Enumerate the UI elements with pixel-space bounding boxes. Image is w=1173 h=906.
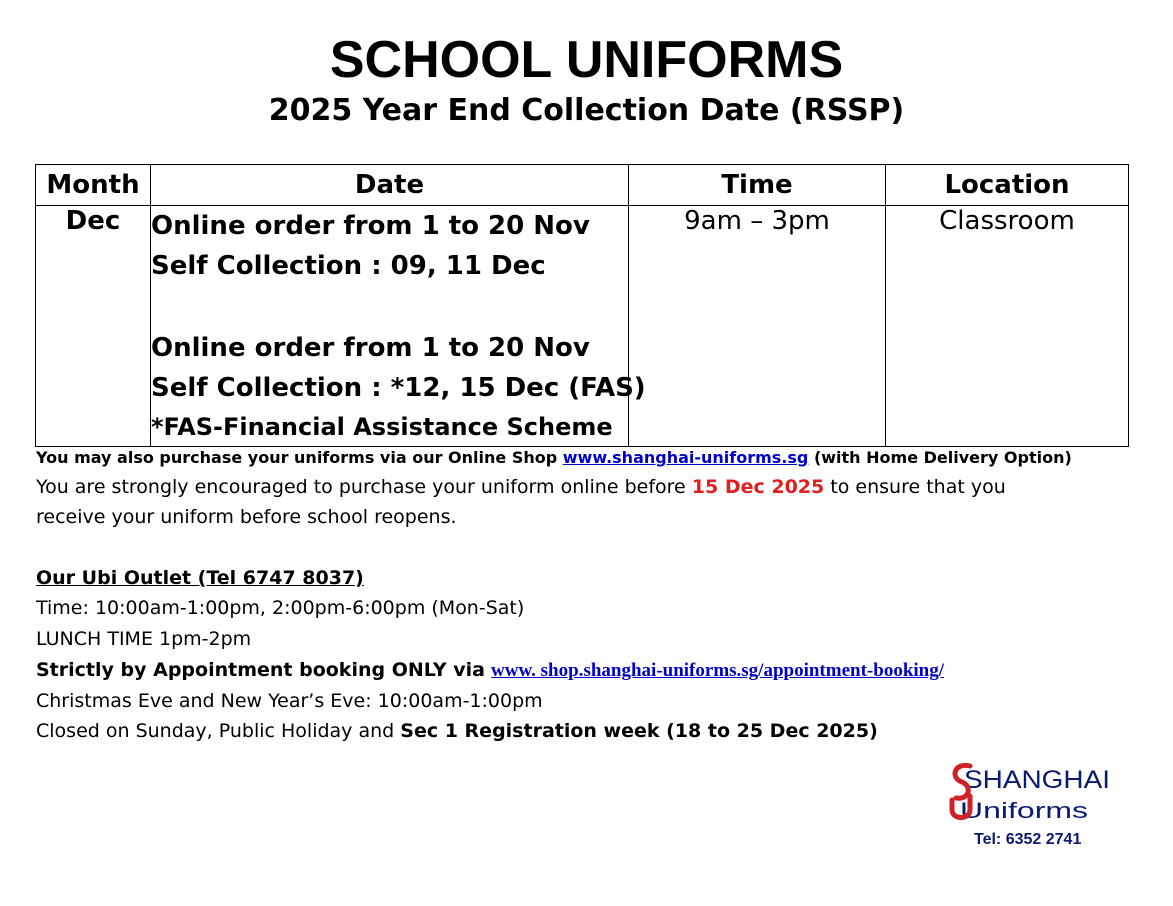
collection-schedule-table [35, 164, 1129, 447]
date-line-order-1: Online order from 1 to 20 Nov [151, 211, 590, 241]
cell-month: Dec [36, 206, 151, 447]
appointment-link[interactable]: www. shop.shanghai-uniforms.sg/appointment-booking/ [491, 660, 945, 681]
deadline-date: 15 Dec 2025 [691, 476, 825, 498]
date-line-fas-note: *FAS-Financial Assistance Scheme [151, 413, 613, 441]
date-line-collection-1: Self Collection : 09, 11 Dec [151, 251, 546, 281]
outlet-hours: Time: 10:00am-1:00pm, 2:00pm-6:00pm (Mon-Sat) [36, 597, 525, 619]
closed-registration-week: Sec 1 Registration week (18 to 25 Dec 2025) [400, 720, 878, 742]
page-subtitle: 2025 Year End Collection Date (RSSP) [268, 93, 905, 128]
cell-time: 9am – 3pm [629, 206, 886, 447]
outlet-lunch: LUNCH TIME 1pm-2pm [36, 628, 252, 650]
header-time: Time [629, 165, 886, 206]
table-row [36, 206, 1129, 447]
logo-telephone: Tel: 6352 2741 [974, 831, 1082, 848]
logo-text-uniforms: Uniforms [960, 798, 1088, 820]
encourage-line-2: receive your uniform before school reopens. [36, 506, 457, 528]
appointment-line [36, 655, 944, 686]
encourage-prefix: You are strongly encouraged to purchase your uniform online before [36, 476, 686, 498]
header-month: Month [36, 165, 151, 206]
date-line-collection-2: Self Collection : *12, 15 Dec (FAS) [151, 373, 646, 403]
shanghai-uniforms-logo [948, 760, 1113, 820]
online-shop-suffix: (with Home Delivery Option) [813, 448, 1072, 467]
closed-prefix: Closed on Sunday, Public Holiday and [36, 720, 395, 742]
outlet-heading: Our Ubi Outlet (Tel 6747 8037) [36, 567, 364, 589]
encourage-suffix: to ensure that you [830, 476, 1006, 498]
online-shop-prefix: You may also purchase your uniforms via our Online Shop [36, 448, 558, 467]
header-location: Location [886, 165, 1129, 206]
closed-line [36, 716, 878, 746]
cell-location: Classroom [886, 206, 1129, 447]
cell-date [151, 206, 646, 447]
eve-hours: Christmas Eve and New Year’s Eve: 10:00am-1:00pm [36, 690, 543, 712]
online-shop-note [36, 447, 1072, 469]
date-line-order-2: Online order from 1 to 20 Nov [151, 333, 590, 363]
logo-text-shanghai: SHANGHAI [964, 766, 1110, 794]
table-header-row [36, 165, 1129, 206]
online-shop-link[interactable]: www.shanghai-uniforms.sg [562, 448, 809, 467]
page-title: SCHOOL UNIFORMS [329, 31, 844, 89]
encourage-line-1 [36, 472, 1006, 502]
header-date: Date [151, 165, 629, 206]
appointment-prefix: Strictly by Appointment booking ONLY via [36, 659, 485, 681]
